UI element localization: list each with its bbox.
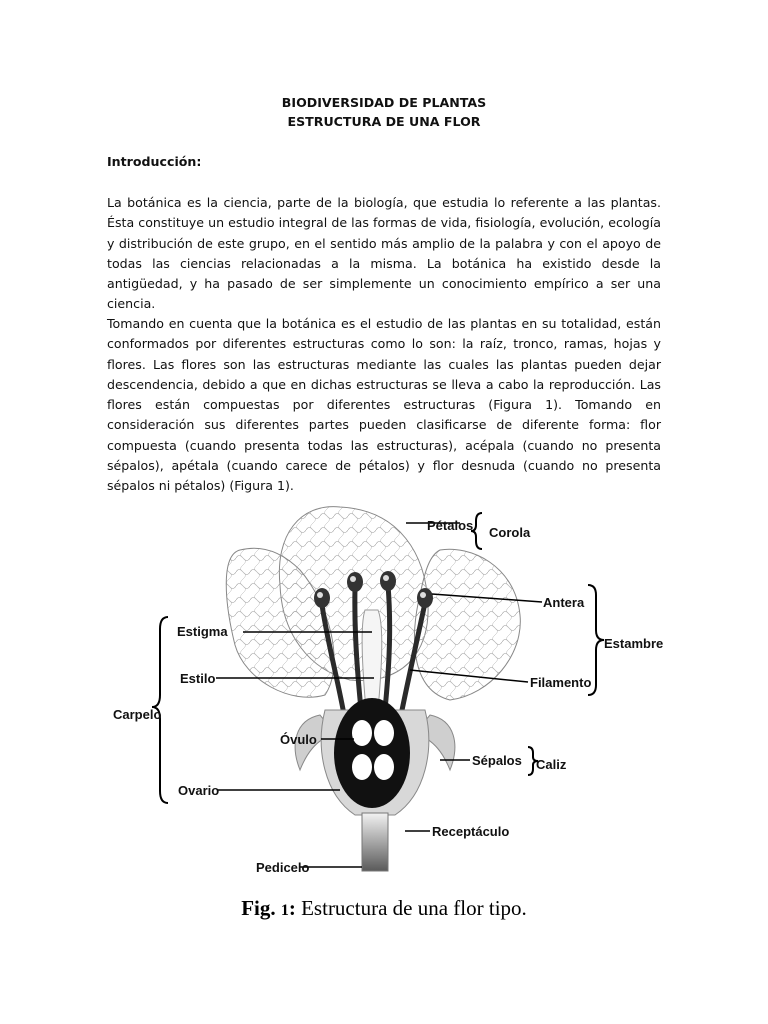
label-antera: Antera	[543, 595, 585, 610]
label-ovulo: Óvulo	[280, 732, 317, 747]
label-corola: Corola	[489, 525, 531, 540]
caption-prefix: Fig.	[241, 896, 276, 920]
pistil-shape	[362, 610, 382, 710]
label-estigma: Estigma	[177, 624, 228, 639]
section-heading: Introducción:	[107, 154, 202, 169]
document-title-line-2: ESTRUCTURA DE UNA FLOR	[287, 114, 481, 129]
document-title-line-1: BIODIVERSIDAD DE PLANTAS	[281, 95, 487, 110]
caption-colon: :	[288, 896, 296, 920]
paragraph-2: Tomando en cuenta que la botánica es el estudio de las plantas en su totalidad, están conformados por diferentes estructuras como lo son: la raíz, tronco, ramas, hojas y flores. Las flores son las estructuras mediante las cuales las plantas pueden dejar descendencia, debido a que en dichas estructuras se lleva a cabo la reproducción. Las flores están compuestas por diferentes estructuras (Figura 1). Tomando en consideración sus diferentes partes pueden clasificarse de diferente forma: flor compuesta (cuando presenta todas las estructuras), acépala (cuando no presenta sépalos), apétala (cuando carece de pétalos) y flor desnuda (cuando no presenta sépalos ni pétalos) (Figura 1).	[107, 316, 661, 494]
label-petalos: Pétalos	[427, 518, 474, 533]
caption-number: 1	[280, 902, 289, 919]
label-pedicelo: Pedicelo	[256, 860, 310, 875]
label-estambre: Estambre	[604, 636, 664, 651]
label-ovario: Ovario	[178, 783, 220, 798]
label-carpelo: Carpelo	[113, 707, 162, 722]
figure-caption	[0, 896, 768, 921]
label-filamento: Filamento	[530, 675, 592, 690]
label-receptaculo: Receptáculo	[432, 824, 510, 839]
caption-text: Estructura de una flor tipo.	[301, 896, 527, 920]
paragraph-1: La botánica es la ciencia, parte de la biología, que estudia lo referente a las plantas. Ésta constituye un estudio integral de las formas de vida, fisiología, evolución, ecología y distribución de este grupo, en el sentido más amplio de la palabra y con el apoyo de todas las ciencias relacionadas a la misma. La botánica ha existido desde la antigüedad, y ha pasado de ser simplemente un conocimiento empírico a ser una ciencia.	[107, 195, 661, 312]
ovary-shape	[334, 698, 410, 808]
label-caliz: Caliz	[536, 757, 567, 772]
flower-diagram	[110, 495, 670, 875]
label-sepalos: Sépalos	[472, 753, 522, 768]
flower-structure-figure	[110, 495, 670, 875]
label-estilo: Estilo	[180, 671, 216, 686]
